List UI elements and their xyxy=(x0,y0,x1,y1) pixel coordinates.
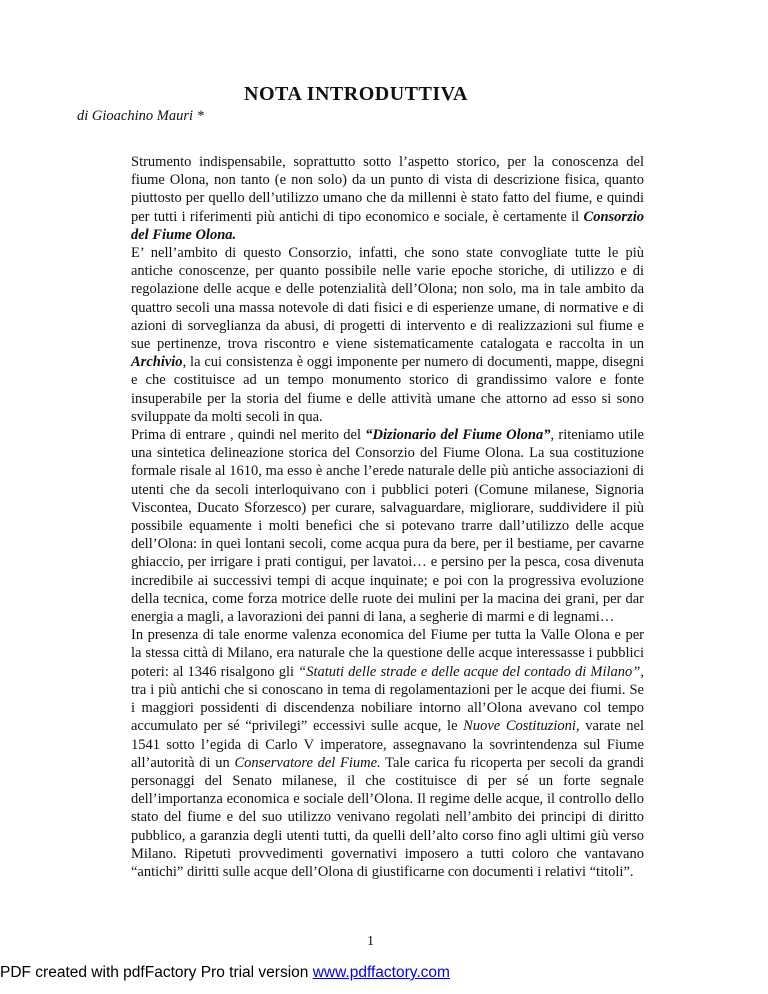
paragraph-2 xyxy=(131,244,644,426)
text-run: In presenza di tale enorme valenza economica del Fiume per tutta la Valle Olona e per la stessa città di Milano, era naturale che la questione delle acque interessasse i pubblici poteri: al 1346 risalgono gli xyxy=(131,627,644,680)
emphasis-dizionario: “Dizionario del Fiume Olona” xyxy=(365,427,551,444)
emphasis-archivio: Archivio xyxy=(131,354,183,371)
emphasis-nuove-costituzioni: Nuove Costituzioni xyxy=(463,718,576,735)
emphasis-consorzio: Consorzio del Fiume Olona. xyxy=(131,208,644,243)
text-run: E’ nell’ambito di questo Consorzio, infatti, che sono state convogliate tutte le più antiche conoscenze, per quanto possibile nelle varie epoche storiche, di utilizzo e di regolazione delle acque e delle potenzialità dell’Olona; non solo, ma in tale ambito da quattro secoli una massa notevole di dati fisici e di esperienze umane, di normative e di azioni di sorveglianza da abusi, di progetti di intervento e di realizzazioni sul fiume e sue pertinenze, trova riscontro e viene sistematicamente catalogata e raccolta in un xyxy=(131,245,644,353)
text-run: Tale carica fu ricoperta per secoli da grandi personaggi del Senato milanese, il che costituisce di per sé un forte segnale dell’importanza economica e sociale dell’Olona. Il regime delle acque, il controllo dello stato del fiume e del suo utilizzo venivano regolati nell’ambito dei principi di diritto pubblico, a garanzia degli utenti tutti, da quelli dell’alto corso fino agli ultimi giù verso Milano. Ripetuti provvedimenti governativi imposero a tutti coloro che vantavano “antichi” diritti sulle acque dell’Olona di giustificarne con documenti i relativi “titoli”. xyxy=(131,754,645,880)
paragraph-4 xyxy=(131,626,644,881)
text-run: , tra i più antichi che si conoscano in tema di regolamentazioni per le acque dei fiumi. Se i maggiori possidenti di discendenza nobiliare intorno all’Olona avevano col tempo accumulato per sé “privilegi” eccessivi sulle acque, le xyxy=(131,663,644,735)
footer-text: PDF created with pdfFactory Pro trial version xyxy=(0,964,313,981)
page-number: 1 xyxy=(367,934,374,949)
emphasis-statuti: “Statuti delle strade e delle acque del contado di Milano” xyxy=(298,663,641,680)
body-text xyxy=(131,153,644,881)
text-run: Prima di entrare , quindi nel merito del xyxy=(131,427,366,444)
text-run: Strumento indispensabile, soprattutto sotto l’aspetto storico, per la conoscenza del fiume Olona, non tanto (e non solo) da un punto di vista di descrizione fisica, quanto piuttosto per quello dell’utilizzo umano che da millenni è stato fatto del fiume, e quindi per tutti i riferimenti più antichi di tipo economico e sociale, è certamente il xyxy=(131,154,644,225)
emphasis-conservatore: Conservatore del Fiume. xyxy=(234,754,381,771)
text-run: , riteniamo utile una sintetica delineazione storica del Consorzio del Fiume Olona. La sua costituzione formale risale al 1610, ma esso è anche l’erede naturale delle più antiche associazioni di utenti che da secoli interloquivano con i pubblici poteri (Comune milanese, Signoria Viscontea, Ducato Sforzesco) per curare, salvaguardare, migliorare, suddividere il più possibile equamente i molti benefici che si potevano trarre dall’utilizzo delle acque dell’Olona: in quei lontani secoli, come acqua pura da bere, per il bestiame, per cavarne ghiaccio, per irrigare i prati contigui, per lavatoi… e persino per la pesca, cosa divenuta incredibile ai successivi tempi di acque inquinate; e poi con la progressiva evoluzione della tecnica, come forza motrice delle ruote dei mulini per la macina dei grani, per dar energia a magli, a lavorazioni dei panni di lana, a segherie di marmi e di legnami… xyxy=(131,427,644,626)
text-run: , varate nel 1541 sotto l’egida di Carlo V imperatore, assegnavano la sovrintendenza sul Fiume all’autorità di un xyxy=(131,718,644,771)
paragraph-1 xyxy=(131,153,644,244)
footer-link[interactable]: www.pdffactory.com xyxy=(312,964,450,981)
author-line: di Gioachino Mauri * xyxy=(77,108,204,124)
text-run: , la cui consistenza è oggi imponente per numero di documenti, mappe, disegni e che costituisce ad un tempo monumento storico di grandissimo valore e fonte insuperabile per la storia del fiume e delle attività umane che attorno ad esso si sono sviluppate da molti secoli in qua. xyxy=(131,354,644,425)
document-title: NOTA INTRODUTTIVA xyxy=(244,83,468,105)
pdf-footer xyxy=(0,964,450,982)
paragraph-3 xyxy=(131,426,644,626)
